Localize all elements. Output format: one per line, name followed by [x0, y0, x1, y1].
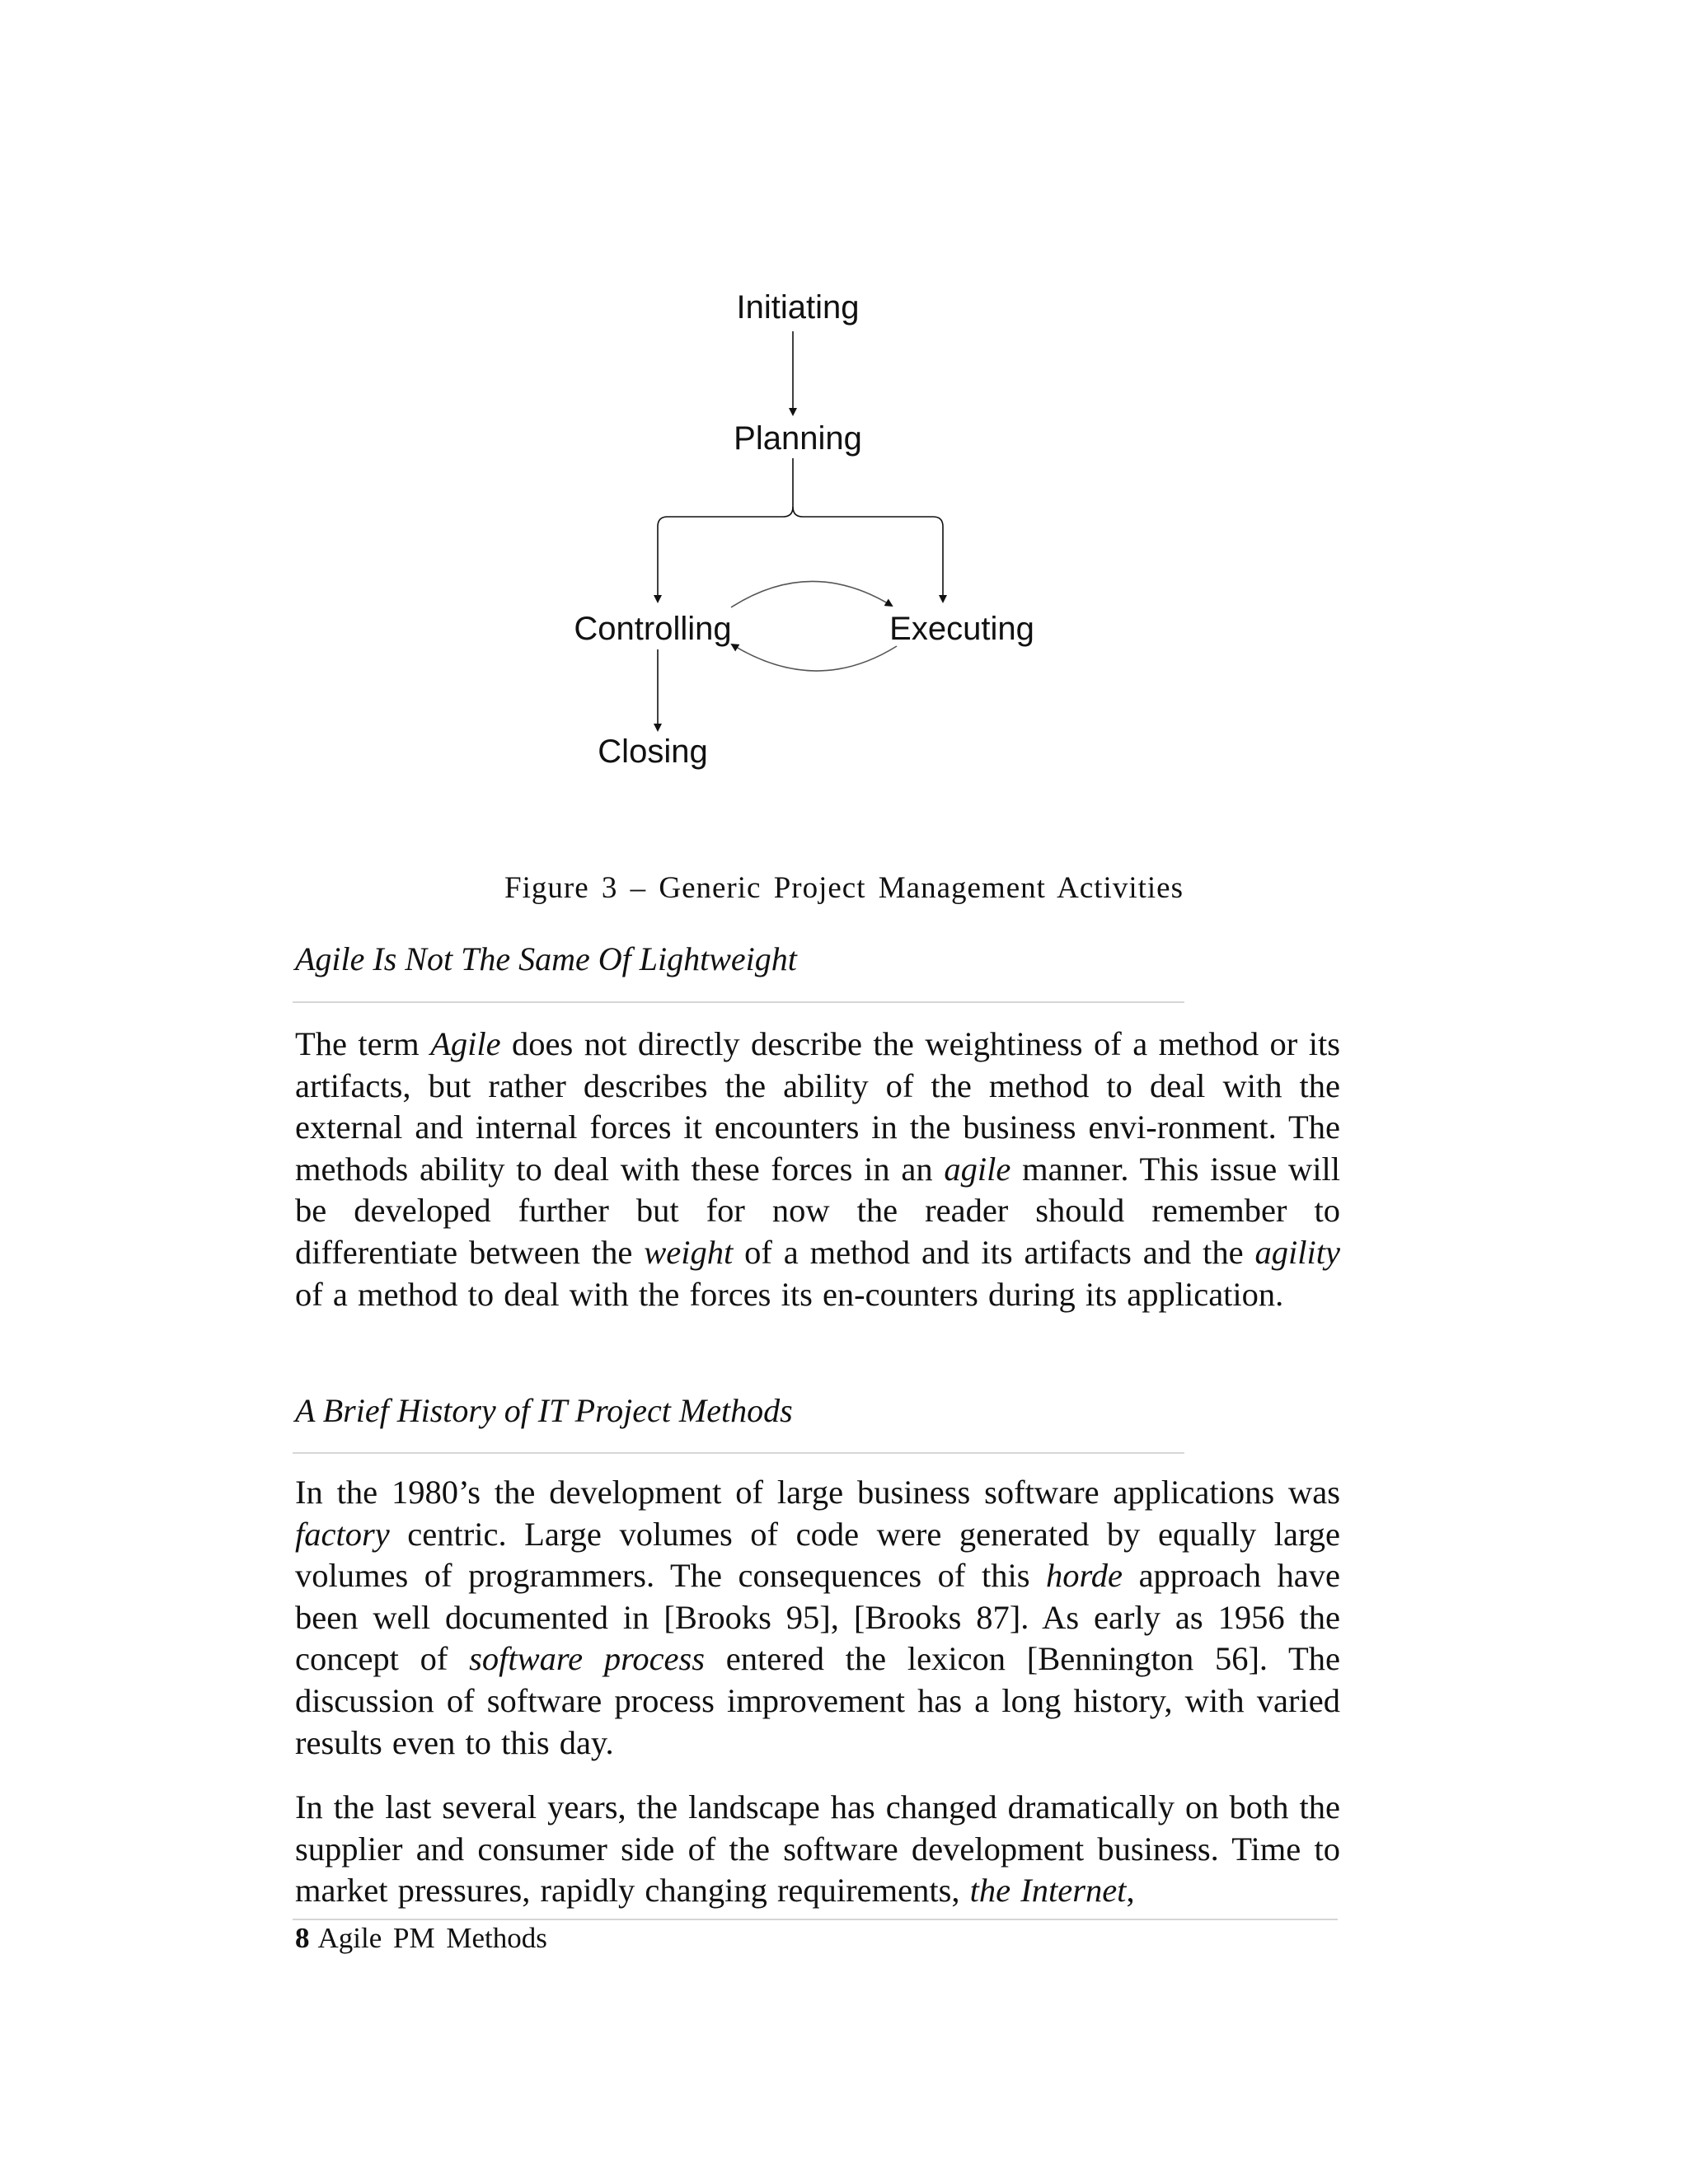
arrow-executing-to-controlling: [732, 644, 897, 671]
running-title: Agile PM Methods: [317, 1922, 547, 1954]
page-footer: [295, 1922, 547, 1955]
section-heading-history: A Brief History of IT Project Methods: [295, 1392, 793, 1429]
arrow-planning-to-controlling: [658, 458, 793, 602]
heading-rule: [293, 1001, 1184, 1003]
paragraph-history-2: In the last several years, the landscape has changed dramatically on both the supplier and consumer side of the software development business. Time to market pressures, rapidly changing requirements, the Internet,: [295, 1788, 1340, 1910]
figure-diagram: [0, 0, 1688, 824]
arrow-planning-to-executing: [793, 507, 943, 602]
footer-rule: [293, 1919, 1338, 1920]
heading-rule: [293, 1452, 1184, 1454]
node-planning: Planning: [734, 420, 862, 457]
page-number: 8: [295, 1922, 310, 1954]
paragraph-agile: The term Agile does not directly describe the weightiness of a method or its artifacts, but rather describes the ability of the method to deal with the external and internal forces it encounters in the business envi-ronment. The methods ability to deal with these forces in an agile manner. This issue will be developed further but for now the reader should remember to differentiate between the weight of a method and its artifacts and the agility of a method to deal with the forces its en-counters during its application.: [295, 1025, 1341, 1313]
node-initiating: Initiating: [736, 289, 860, 326]
figure-caption: Figure 3 – Generic Project Management Activities: [504, 871, 1184, 905]
node-executing: Executing: [889, 611, 1034, 647]
section-heading-agile: Agile Is Not The Same Of Lightweight: [295, 940, 797, 977]
node-controlling: Controlling: [574, 611, 732, 647]
paragraph-history-1: In the 1980’s the development of large business software applications was factory centric. Large volumes of code were generated by equally large volumes of programmers. The consequences of this horde approach have been well documented in [Brooks 95], [Brooks 87]. As early as 1956 the concept of software process entered the lexicon [Bennington 56]. The discussion of software process improvement has a long history, with varied results even to this day.: [295, 1474, 1341, 1761]
process-flow-diagram: [0, 0, 1688, 824]
arrow-controlling-to-executing: [731, 581, 892, 607]
node-closing: Closing: [598, 733, 708, 770]
